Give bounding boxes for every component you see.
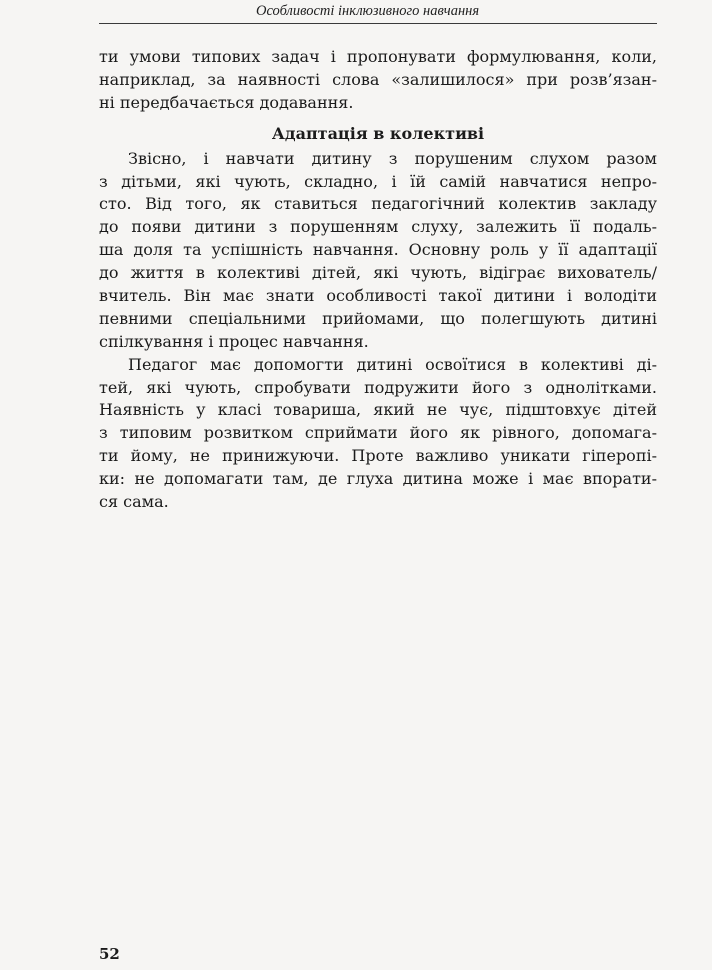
text-line: з типовим розвитком сприймати його як рівного, допомага-	[99, 423, 657, 443]
text-line: до життя в колективі дітей, які чують, відіграє вихователь/	[99, 263, 657, 283]
text-line: вчитель. Він має знати особливості такої дитини і володіти	[99, 286, 657, 306]
text-line: ся сама.	[99, 492, 169, 512]
text-line: Звісно, і навчати дитину з порушеним слухом разом	[128, 148, 657, 168]
text-line: спілкування і процес навчання.	[99, 331, 369, 351]
text-line: сто. Від того, як ставиться педагогічний колектив закладу	[99, 194, 657, 214]
text-line: ти йому, не принижуючи. Проте важливо уникати гіперопі-	[99, 446, 657, 466]
section-heading: Адаптація в колективі	[271, 123, 485, 143]
text-line: ні передбачається додавання.	[99, 92, 354, 112]
text-line: тей, які чують, спробувати подружити його з однолітками.	[99, 377, 657, 397]
text-line: Педагог має допомогти дитині освоїтися в колективі ді-	[128, 354, 657, 374]
running-head-title: Особливості інклюзивного навчання	[256, 3, 480, 19]
text-line: з дітьми, які чують, складно, і їй самій навчатися непро-	[99, 171, 657, 191]
text-line: до появи дитини з порушенням слуху, залежить її подаль-	[99, 217, 657, 237]
text-line: Наявність у класі товариша, який не чує, підштовхує дітей	[99, 400, 657, 420]
text-body	[99, 46, 657, 514]
text-line: наприклад, за наявності слова «залишилося» при розв’язан-	[99, 69, 657, 89]
text-line: ша доля та успішність навчання. Основну роль у її адаптації	[99, 240, 657, 260]
page-number: 52	[99, 945, 120, 963]
text-line: ти умови типових задач і пропонувати формулювання, коли,	[99, 47, 657, 66]
text-line: ки: не допомагати там, де глуха дитина може і має впорати-	[99, 469, 657, 489]
text-line: певними спеціальними прийомами, що полегшують дитині	[99, 308, 657, 328]
header-rule	[99, 23, 657, 24]
